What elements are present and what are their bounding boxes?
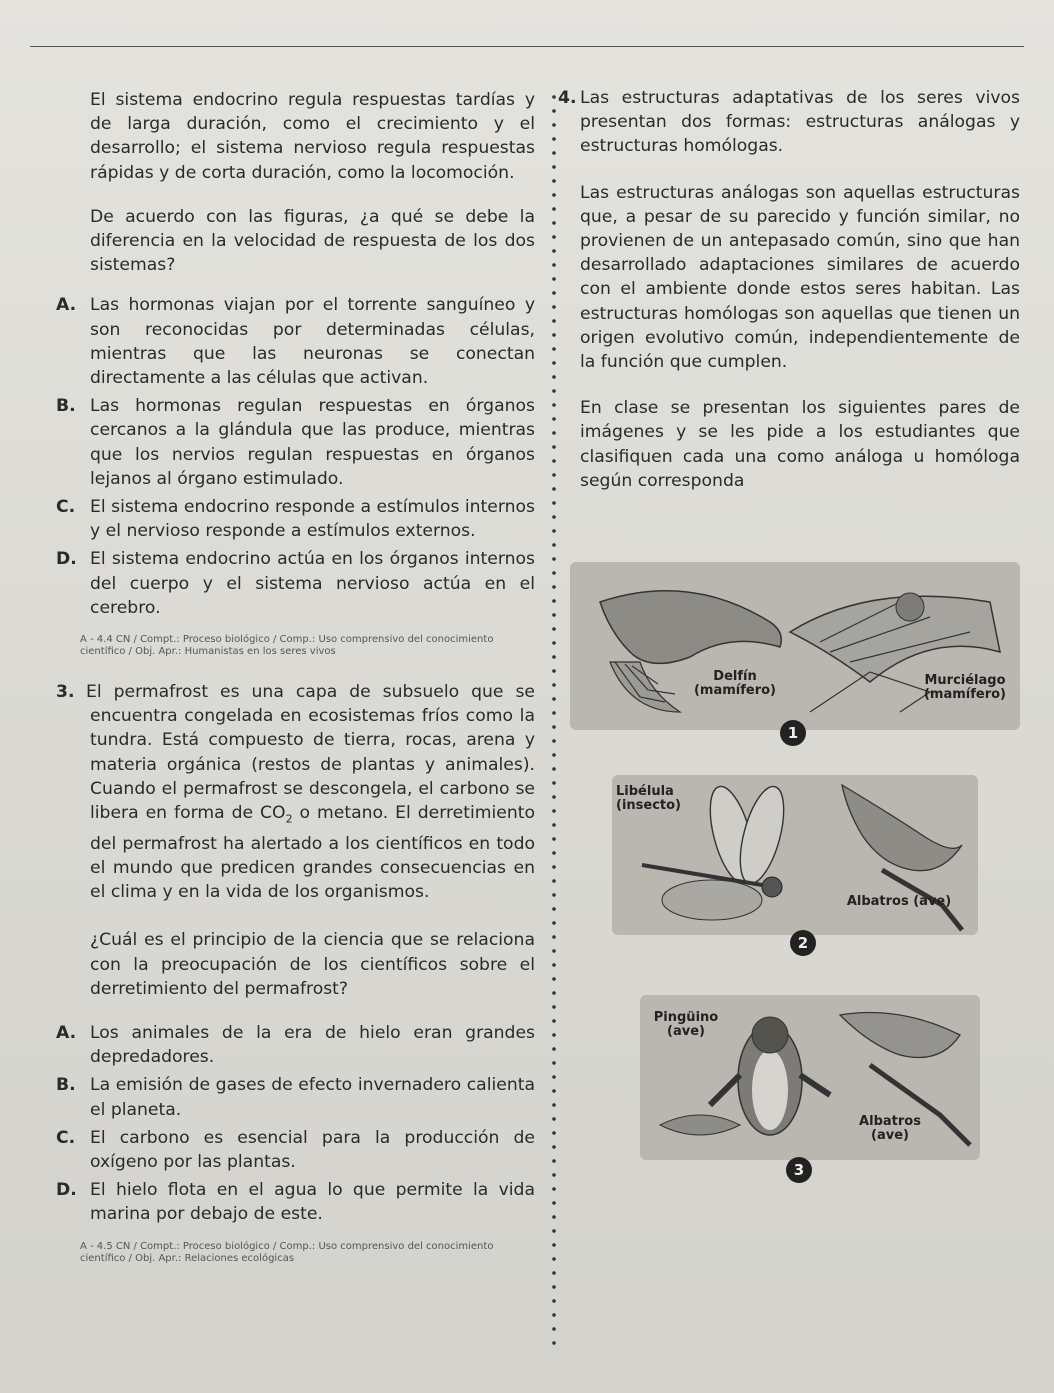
option-d[interactable] — [56, 547, 535, 620]
figure-3-penguin-albatross — [640, 995, 980, 1160]
option-text: El sistema endocrino responde a estímulos internos y el nervioso responde a estímulos externos. — [90, 497, 535, 542]
option-d[interactable] — [56, 1178, 535, 1226]
column-divider — [552, 90, 556, 1350]
option-letter: A. — [56, 295, 77, 316]
option-a[interactable] — [56, 293, 535, 390]
option-text: Las hormonas regulan respuestas en órganos cercanos a la glándula que las produce, mientras que los nervios regulan respuestas en órganos lejanos al órgano estimulado. — [90, 396, 535, 489]
label-bat: Murciélago (mamífero) — [923, 673, 1007, 702]
option-text: El carbono es esencial para la producción de oxígeno por las plantas. — [90, 1127, 535, 1172]
question-2-options — [56, 293, 535, 620]
option-letter: D. — [56, 1180, 77, 1201]
label-albatross: Albatros (ave) — [859, 1114, 921, 1143]
option-text: El sistema endocrino actúa en los órganos internos del cuerpo y el sistema nervioso actúa en el cerebro. — [90, 549, 535, 618]
label-dolphin: Delfín (mamífero) — [693, 669, 777, 698]
option-c[interactable] — [56, 495, 535, 543]
option-text: El hielo flota en el agua lo que permite la vida marina por debajo de este. — [90, 1180, 535, 1225]
dolphin-bat-illustration — [570, 562, 1020, 730]
label-dragonfly: Libélula (insecto) — [616, 784, 681, 813]
question-3-text — [56, 680, 535, 904]
question-number: 3. — [56, 682, 75, 703]
q3-body: El permafrost es una capa de subsuelo que se encuentra congelada en ecosistemas fríos como la tundra. Está compuesto de tierra, rocas, arena y materia orgánica (restos de plantas y animales). Cuando el permafrost se descongela, el carbono se libera en forma de — [86, 682, 535, 824]
curriculum-citation: A - 4.5 CN / Compt.: Proceso biológico / Comp.: Uso comprensivo del conocimiento científico / Obj. Apr.: Relaciones ecológicas — [80, 1240, 494, 1264]
instruction-text: En clase se presentan los siguientes pares de imágenes y se les pide a los estudiantes que clasifiquen cada una como análoga u homóloga según corresponda — [580, 398, 1020, 491]
q3-body-end: o metano. El derretimiento del permafrost ha alertado a los científicos en todo el mundo que predicen grandes consecuencias en el clima y en la vida de los organismos. — [90, 803, 535, 903]
intro-text: El sistema endocrino regula respuestas tardías y de larga duración, como el crecimiento y el desarrollo; el sistema nervioso regula respuestas rápidas y de corta duración, como la locomoción. — [90, 90, 535, 183]
header-rule — [30, 46, 1024, 47]
question-3-options — [56, 1021, 535, 1227]
option-text: La emisión de gases de efecto invernadero calienta el planeta. — [90, 1075, 535, 1120]
right-column — [558, 86, 1020, 493]
option-letter: D. — [56, 549, 77, 570]
figure-2-dragonfly-albatross — [612, 775, 978, 935]
option-b[interactable] — [56, 1073, 535, 1121]
question-4-text: 4. Las estructuras adaptativas de los seres vivos presentan dos formas: estructuras análogas y estructuras homólogas. — [558, 88, 1020, 157]
option-a[interactable] — [56, 1021, 535, 1069]
option-letter: B. — [56, 396, 76, 417]
option-letter: C. — [56, 497, 76, 518]
option-c[interactable] — [56, 1126, 535, 1174]
question-3-prompt: ¿Cuál es el principio de la ciencia que se relaciona con la preocupación de los científicos sobre el derretimiento del permafrost? — [90, 930, 535, 999]
question-2-text: De acuerdo con las figuras, ¿a qué se debe la diferencia en la velocidad de respuesta de los dos sistemas? — [90, 206, 535, 276]
definitions-paragraph: Las estructuras análogas son aquellas estructuras que, a pesar de su parecido y función similar, no provienen de un antepasado común, sino que han desarrollado adaptaciones similares de acuerdo con el ambiente donde estos seres habitan. Las estructuras homólogas son aquellas que tienen un origen evolutivo común, independientemente de la función que cumplen. — [580, 182, 1020, 373]
figure-1-dolphin-bat — [570, 562, 1020, 730]
option-text: Los animales de la era de hielo eran grandes depredadores. — [90, 1022, 535, 1068]
option-text: Las hormonas viajan por el torrente sanguíneo y son reconocidas por determinadas células, mientras que las neuronas se conectan directamente a las células que activan. — [90, 295, 535, 389]
option-b[interactable] — [56, 394, 535, 491]
figure-number-badge: 2 — [790, 930, 816, 956]
co2-formula: $CO_2$ — [260, 803, 293, 826]
label-albatross: Albatros (ave) — [846, 894, 952, 909]
option-letter: A. — [56, 1022, 77, 1043]
option-letter: C. — [56, 1127, 76, 1148]
figure-number-badge: 1 — [780, 720, 806, 746]
curriculum-citation: A - 4.4 CN / Compt.: Proceso biológico / Comp.: Uso comprensivo del conocimiento científico / Obj. Apr.: Humanistas en los seres vivos — [80, 634, 494, 658]
option-letter: B. — [56, 1075, 76, 1096]
question-number: 4. — [558, 88, 577, 108]
figure-number-badge: 3 — [786, 1157, 812, 1183]
label-penguin: Pingüino (ave) — [653, 1010, 719, 1039]
left-column — [56, 88, 535, 1265]
